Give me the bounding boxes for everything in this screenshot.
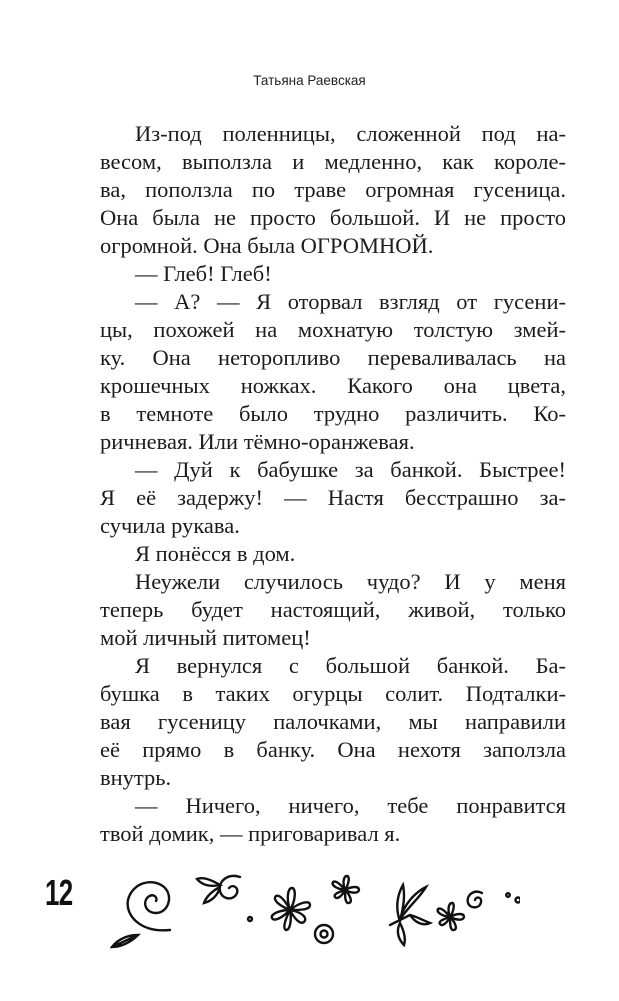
text-line: — Глеб! Глеб! bbox=[135, 261, 272, 286]
text-line: Я вернулся с большой банкой. Ба- bbox=[135, 653, 566, 678]
page-number: 12 bbox=[45, 872, 73, 913]
running-header-author: Татьяна Раевская bbox=[253, 73, 366, 88]
text-line: — Дуй к бабушке за банкой. Быстрее! bbox=[135, 457, 566, 482]
text-line: Я понёсся в дом. bbox=[135, 541, 296, 566]
text-line: в темноте было трудно различить. Ко- bbox=[100, 401, 566, 426]
text-line: — А? — Я оторвал взгляд от гусени- bbox=[135, 289, 566, 314]
text-line: Неужели случилось чудо? И у меня bbox=[135, 569, 566, 594]
text-line: внутрь. bbox=[100, 765, 172, 790]
text-line: ва, поползла по траве огромная гусеница. bbox=[100, 177, 566, 202]
text-line: твой домик, — приговаривал я. bbox=[100, 821, 401, 846]
text-line: крошечных ножках. Какого она цвета, bbox=[100, 373, 566, 398]
text-line: вая гусеницу палочками, мы направили bbox=[100, 709, 566, 734]
text-line: мой личный питомец! bbox=[100, 625, 311, 650]
text-line: Она была не просто большой. И не просто bbox=[100, 205, 566, 230]
text-line: теперь будет настоящий, живой, только bbox=[100, 597, 566, 622]
text-line: бушка в таких огурцы солит. Подталки- bbox=[100, 681, 566, 706]
text-line: ричневая. Или тёмно-оранжевая. bbox=[100, 429, 415, 454]
text-line: её прямо в банку. Она нехотя заползла bbox=[100, 737, 566, 762]
text-line: ку. Она неторопливо переваливалась на bbox=[100, 345, 566, 370]
text-line: весом, выползла и медленно, как короле- bbox=[100, 149, 566, 174]
text-line: Из-под поленницы, сложенной под на- bbox=[135, 121, 566, 146]
text-line: огромной. Она была ОГРОМНОЙ. bbox=[100, 233, 434, 258]
body-text bbox=[100, 120, 566, 848]
text-line: цы, похожей на мохнатую толстую змей- bbox=[100, 317, 566, 342]
text-line: сучила рукава. bbox=[100, 513, 240, 538]
text-line: Я её задержу! — Настя бесстрашно за- bbox=[100, 485, 566, 510]
floral-ornament-icon bbox=[100, 855, 520, 965]
text-line: — Ничего, ничего, тебе понравится bbox=[135, 793, 566, 818]
